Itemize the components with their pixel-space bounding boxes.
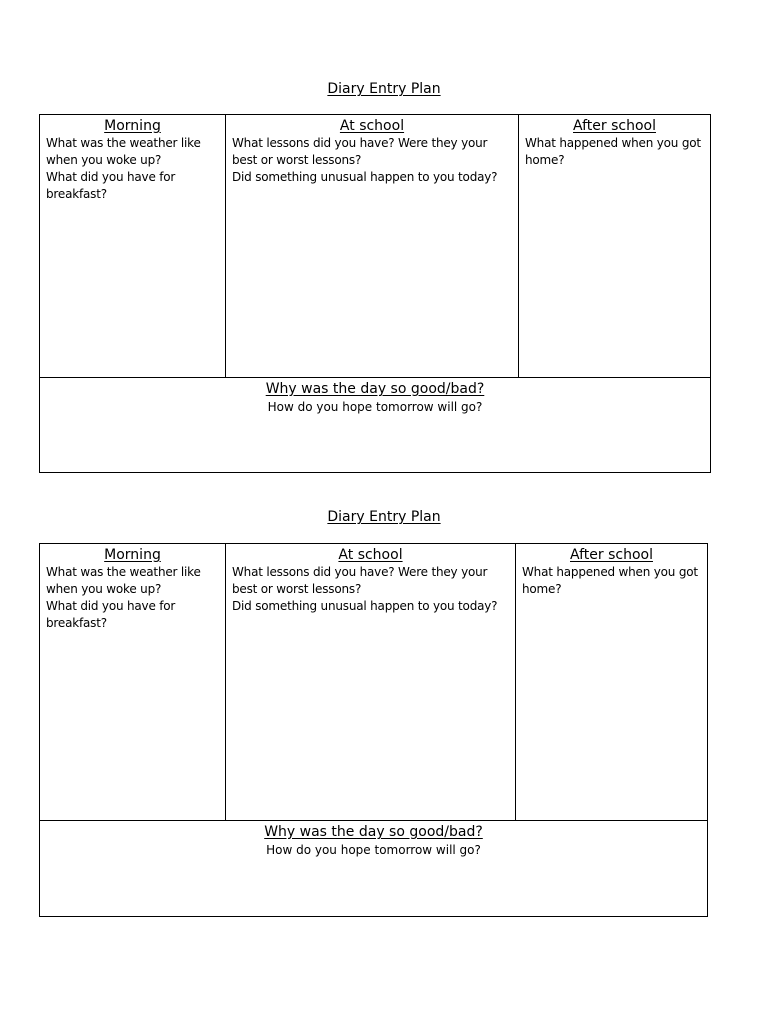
at-school-heading: At school [338,547,403,563]
at-school-prompt: Did something unusual happen to you today? [232,599,498,613]
plan-title: Diary Entry Plan [327,509,441,525]
summary-heading: Why was the day so good/bad? [264,824,483,840]
diary-plan-table [39,543,708,917]
after-school-heading: After school [570,547,653,563]
morning-prompt: What was the weather like when you woke up? [46,136,201,167]
at-school-cell [226,544,516,820]
plan-top-row [40,544,707,821]
at-school-prompt: Did something unusual happen to you today? [232,170,498,184]
diary-plan-table [39,114,711,473]
at-school-prompt: What lessons did you have? Were they your best or worst lessons? [232,565,488,596]
after-school-cell [516,544,707,820]
at-school-prompt: What lessons did you have? Were they your best or worst lessons? [232,136,488,167]
morning-prompt: What was the weather like when you woke up? [46,565,201,596]
morning-cell [40,544,226,820]
morning-cell [40,115,226,377]
morning-prompt: What did you have for breakfast? [46,170,176,201]
after-school-prompt: What happened when you got home? [525,136,701,167]
summary-prompt: How do you hope tomorrow will go? [266,843,481,857]
morning-prompt: What did you have for breakfast? [46,599,176,630]
morning-heading: Morning [104,547,161,563]
at-school-cell [226,115,519,377]
summary-heading: Why was the day so good/bad? [265,381,485,397]
plan-top-row [40,115,710,378]
summary-prompt: How do you hope tomorrow will go? [267,400,483,414]
after-school-prompt: What happened when you got home? [522,565,698,596]
after-school-cell [519,115,710,377]
at-school-heading: At school [339,118,405,134]
summary-cell [40,378,710,472]
plan-title: Diary Entry Plan [327,81,441,97]
after-school-heading: After school [573,118,656,134]
morning-heading: Morning [104,118,161,134]
summary-cell [40,821,707,916]
